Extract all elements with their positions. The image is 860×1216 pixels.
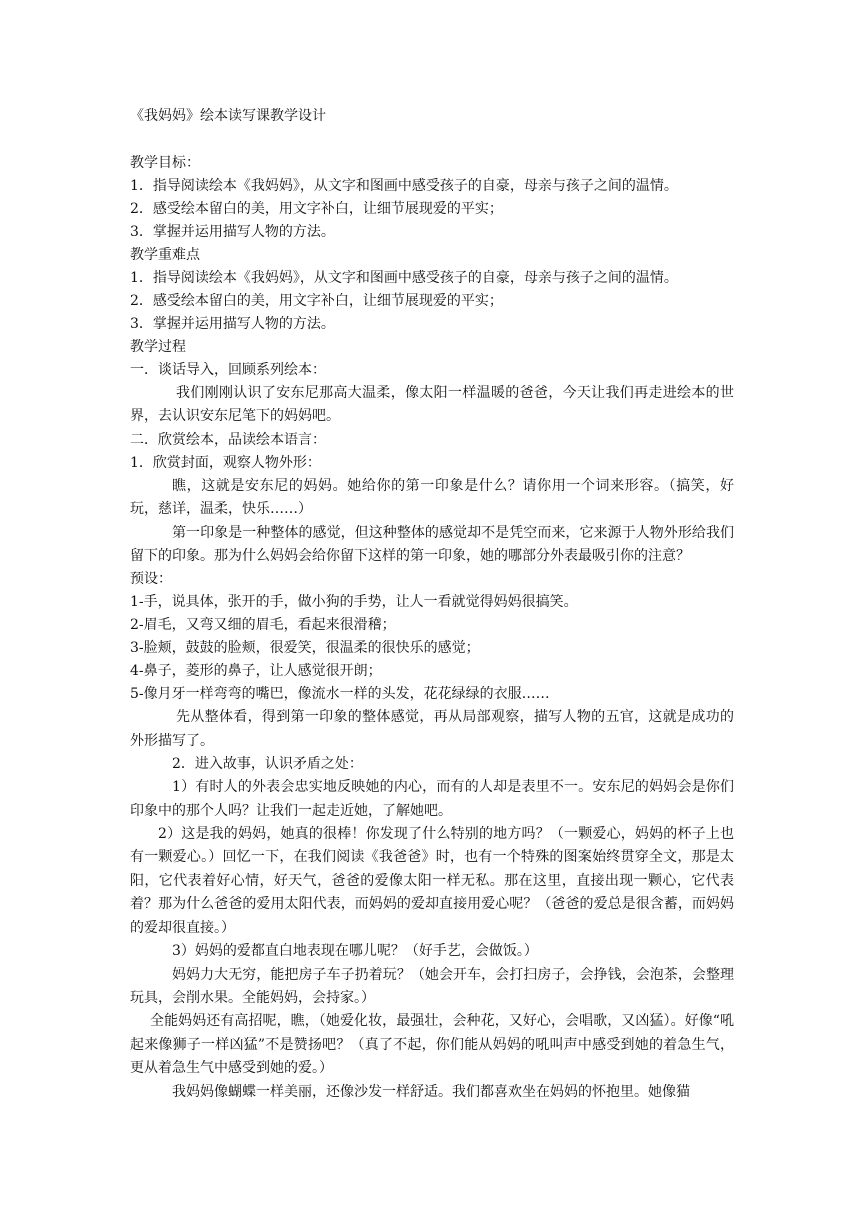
preset-item: 3-脸颊，鼓鼓的脸颊，很爱笑，很温柔的很快乐的感觉； [130,640,480,657]
preset-item: 4-鼻子，菱形的鼻子，让人感觉很开朗； [130,663,382,680]
objective-item: 2．感受绘本留白的美，用文字补白，让细节展现爱的平实； [130,201,503,217]
step-heading: 2．进入故事，认识矛盾之处： [172,756,363,773]
paragraph: 3）妈妈的爱都直白地表现在哪儿呢？（好手艺，会做饭。） [172,943,538,960]
paragraph: 我妈妈像蝴蝶一样美丽，还像沙发一样舒适。我们都喜欢坐在妈妈的怀抱里。她像猫 [172,1083,690,1100]
key-points-heading: 教学重难点 [130,247,200,263]
paragraph: 1）有时人的外表会忠实地反映她的内心，而有的人却是表里不一。安东尼的妈妈会是你们印象中的那个人吗？让我们一起走近她，了解她吧。 [130,779,734,819]
objective-item: 1．指导阅读绘本《我妈妈》，从文字和图画中感受孩子的自豪，母亲与孩子之间的温情。 [130,178,678,194]
key-point-item: 2．感受绘本留白的美，用文字补白，让细节展现爱的平实； [130,293,503,309]
paragraph: 第一印象是一种整体的感觉，但这种整体的感觉却不是凭空而来，它来源于人物外形给我们留下的印象。那为什么妈妈会给你留下这样的第一印象，她的哪部分外表最吸引你的注意？ [130,524,734,565]
document-title: 《我妈妈》绘本读写课教学设计 [130,108,326,124]
process-heading: 教学过程 [130,339,186,355]
key-point-item: 1．指导阅读绘本《我妈妈》，从文字和图画中感受孩子的自豪，母亲与孩子之间的温情。 [130,270,678,286]
paragraph: 全能妈妈还有高招呢，瞧，（她爱化妆，最强壮，会种花，又好心，会唱歌，又凶猛）。好像“吼起来像狮子一样凶猛”不是赞扬吧？（真了不起，你们能从妈妈的吼叫声中感受到她的着急生气，更从着急生气中感受到她的爱。） [130,1013,734,1077]
objective-item: 3．掌握并运用描写人物的方法。 [130,224,335,240]
blank-line [130,128,734,152]
paragraph: 瞧，这就是安东尼的妈妈。她给你的第一印象是什么？请你用一个词来形容。（搞笑，好玩，慈详，温柔，快乐……） [130,477,734,518]
section-heading: 一．谈话导入，回顾系列绘本： [130,362,326,378]
key-point-item: 3．掌握并运用描写人物的方法。 [130,316,335,332]
paragraph: 2）这是我的妈妈，她真的很棒！你发现了什么特别的地方吗？（一颗爱心，妈妈的杯子上也有一颗爱心。）回忆一下，在我们阅读《我爸爸》时，也有一个特殊的图案始终贯穿全文，那是太阳，它代表着好心情，好天气，爸爸的爱像太阳一样无私。那在这里，直接出现一颗心，它代表着？那为什么爸爸的爱用太阳代表，而妈妈的爱却直接用爱心呢？（爸爸的爱总是很含蓄，而妈妈的爱却很直接。） [130,826,734,936]
paragraph: 先从整体看，得到第一印象的整体感觉，再从局部观察，描写人物的五官，这就是成功的外形描写了。 [130,709,734,749]
paragraph: 妈妈力大无穷，能把房子车子扔着玩？（她会开车，会打扫房子，会挣钱，会泡茶，会整理玩具，会削水果。全能妈妈，会持家。） [130,966,734,1006]
step-heading: 1．欣赏封面，观察人物外形： [130,454,321,471]
preset-heading: 预设： [130,571,172,588]
document-page [130,104,734,1104]
paragraph: 我们刚刚认识了安东尼那高大温柔，像太阳一样温暖的爸爸，今天让我们再走进绘本的世界，去认识安东尼笔下的妈妈吧。 [130,385,734,425]
preset-item: 5-像月牙一样弯弯的嘴巴，像流水一样的头发，花花绿绿的衣服…… [130,686,550,703]
objectives-heading: 教学目标： [130,155,200,171]
preset-item: 1-手，说具体，张开的手，做小狗的手势，让人一看就觉得妈妈很搞笑。 [130,594,578,611]
preset-item: 2-眉毛，又弯又细的眉毛，看起来很滑稽； [130,617,396,634]
section-heading: 二．欣赏绘本，品读绘本语言： [130,431,326,448]
